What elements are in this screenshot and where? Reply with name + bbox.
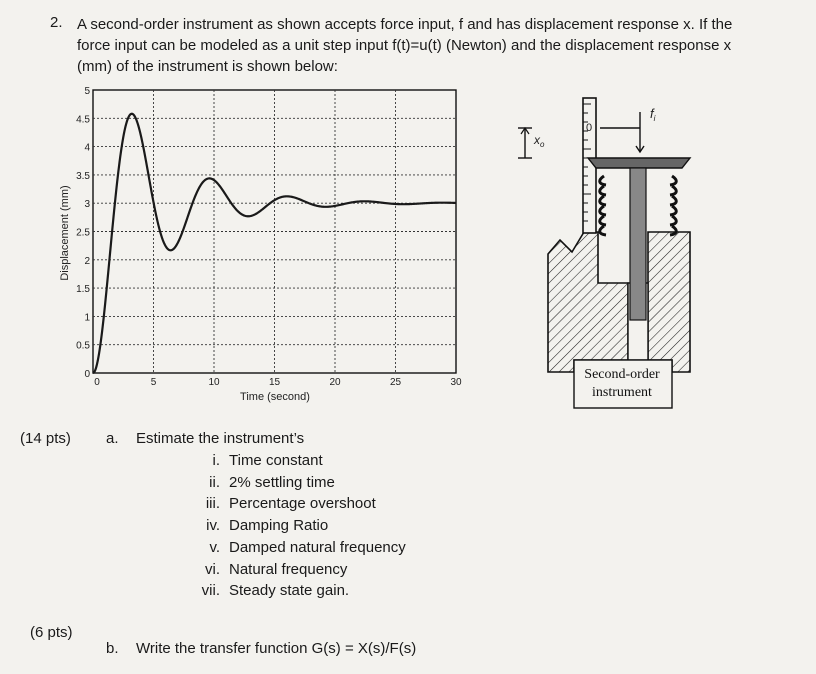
- list-item: v. Damped natural frequency: [209, 538, 406, 556]
- part-a-points: (14 pts): [20, 430, 71, 447]
- y-axis-ticks: [76, 86, 90, 380]
- y-tick-label: 1: [84, 312, 90, 324]
- force-label: $f_i$: [650, 106, 656, 123]
- spring-coil-left: [600, 196, 606, 205]
- instrument-caption-line1: Second-order: [584, 367, 660, 382]
- part-a-label: a.: [106, 430, 119, 447]
- list-item: iv. Damping Ratio: [206, 517, 329, 535]
- question-line-3: (mm) of the instrument is shown below:: [77, 58, 338, 75]
- spring-coil-left: [600, 206, 606, 215]
- spring-coil-left: [600, 176, 606, 185]
- instrument-diagram: [518, 98, 690, 408]
- x-tick-label: 0: [94, 377, 100, 388]
- y-tick-label: 0.5: [76, 340, 90, 352]
- x-tick-label: 25: [389, 377, 402, 388]
- question-line-2: force input can be modeled as a unit step input f(t)=u(t) (Newton) and the displacement response x: [77, 37, 732, 54]
- part-a-text: Estimate the instrument’s: [136, 430, 305, 447]
- x-tick-label: 10: [208, 377, 220, 388]
- displacement-indicator: [518, 128, 532, 158]
- instrument-platform: [588, 158, 690, 168]
- plunger: [630, 168, 646, 320]
- x-tick-label: 15: [268, 377, 281, 388]
- list-item: ii. 2% settling time: [209, 473, 335, 491]
- y-tick-label: 0: [84, 369, 90, 380]
- list-item: iii. Percentage overshoot: [205, 495, 376, 513]
- list-item: vi. Natural frequency: [205, 560, 348, 578]
- spring-coil-right: [670, 176, 676, 185]
- x-tick-label: 30: [450, 377, 462, 388]
- x-axis-ticks: [94, 377, 462, 388]
- y-tick-label: 4: [84, 142, 90, 154]
- spring-coil-left: [600, 216, 606, 225]
- y-tick-label: 1.5: [76, 284, 90, 296]
- x-tick-label: 5: [150, 377, 157, 388]
- instrument-base-right: [648, 232, 690, 372]
- force-arrow: [636, 112, 644, 152]
- y-tick-label: 2.5: [76, 227, 90, 239]
- y-tick-label: 4.5: [76, 114, 90, 126]
- spring-coil-right: [670, 196, 676, 205]
- y-tick-label: 3.5: [76, 170, 90, 182]
- y-tick-label: 5: [84, 86, 90, 97]
- instrument-caption-line2: instrument: [592, 385, 652, 400]
- spring-coil-left: [600, 226, 606, 235]
- spring-coil-left: [600, 186, 606, 195]
- scale-zero-label: 0: [586, 122, 593, 134]
- part-b-points: (6 pts): [30, 624, 73, 641]
- list-item: vii. Steady state gain.: [201, 582, 350, 600]
- x-tick-label: 20: [329, 377, 341, 388]
- question-number: 2.: [50, 14, 63, 31]
- instrument-base: [548, 232, 628, 372]
- list-item: i. Time constant: [212, 452, 323, 469]
- y-tick-label: 3: [84, 199, 90, 211]
- spring-coil-right: [670, 226, 676, 235]
- part-a-list: [180, 450, 406, 602]
- y-tick-label: 2: [84, 255, 90, 267]
- spring-coil-right: [670, 186, 676, 195]
- question-line-1: A second-order instrument as shown accepts force input, f and has displacement response x. If the: [77, 16, 733, 33]
- displacement-label: $x_o$: [534, 133, 545, 149]
- spring-coil-right: [670, 216, 676, 225]
- part-b-label: b.: [106, 640, 119, 657]
- part-b-text: Write the transfer function G(s) = X(s)/F(s): [136, 640, 417, 657]
- x-axis-label: Time (second): [240, 391, 310, 403]
- chart-grid: [93, 90, 456, 373]
- spring-coil-right: [670, 206, 676, 215]
- y-axis-label: Displacement (mm): [59, 185, 71, 281]
